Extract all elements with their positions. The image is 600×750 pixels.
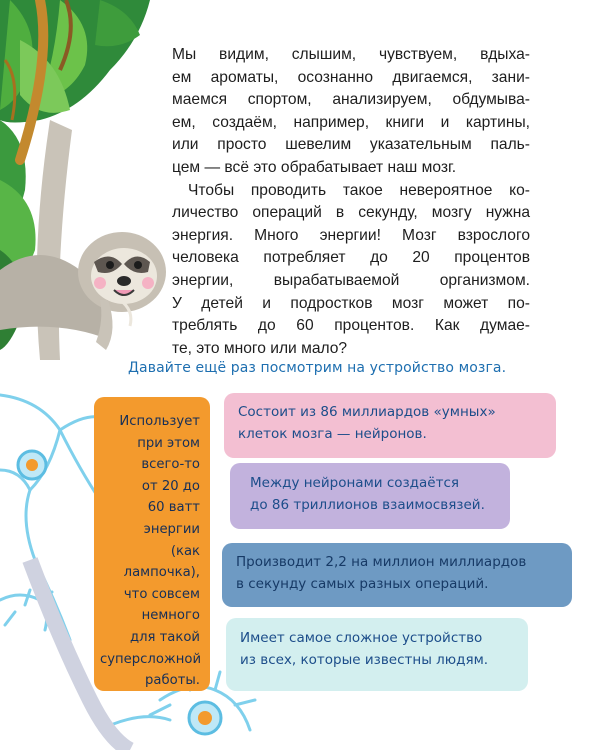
card-line: до 86 триллионов взаимосвязей. xyxy=(250,497,485,513)
card-line: Между нейронами создаётся xyxy=(250,475,459,491)
card-line: в секунду самых разных операций. xyxy=(236,576,489,592)
paragraph-line: треблять до 60 процентов. Как думае- xyxy=(172,317,530,335)
operations-card xyxy=(222,543,572,607)
card-line: Использует xyxy=(119,414,200,429)
card-line: клеток мозга — нейронов. xyxy=(238,426,427,442)
paragraph-line: ем ароматы, осознанно двигаемся, зани- xyxy=(172,68,530,86)
paragraph-line: У детей и подростков мозг может по- xyxy=(172,294,530,312)
card-line: (как лампочка), xyxy=(123,543,200,581)
card-line: что совсем xyxy=(123,586,200,602)
paragraph-line: личество операций в секунду, мозгу нужна xyxy=(172,204,530,222)
card-line: при этом xyxy=(137,435,200,451)
card-line: от 20 до xyxy=(141,478,200,494)
paragraph-line: Мы видим, слышим, чувствуем, вдыха- xyxy=(172,46,530,63)
card-line: немного xyxy=(141,608,200,624)
card-line: из всех, которые известны людям. xyxy=(240,652,489,668)
card-line: работы. xyxy=(145,673,200,689)
paragraph-line: или просто шевелим указательным паль- xyxy=(172,136,530,154)
paragraph-line: те, это много или мало? xyxy=(172,339,348,357)
card-line: 60 ватт xyxy=(147,500,200,516)
card-line: для такой xyxy=(129,629,200,645)
card-line: Производит 2,2 на миллион миллиардов xyxy=(236,554,527,570)
connections-card xyxy=(230,463,510,529)
card-line: суперсложной xyxy=(100,651,202,667)
paragraph-line: цем — всё это обрабатывает наш мозг. xyxy=(172,158,457,176)
paragraph-line: человека потребляет до 20 процентов xyxy=(172,249,530,267)
energy-card xyxy=(94,397,210,691)
paragraph-line: Чтобы проводить такое невероятное ко- xyxy=(188,181,530,199)
paragraph-line: энергии, вырабатываемой организмом. xyxy=(172,271,530,289)
paragraph-line: ем, создаём, например, книги и картины, xyxy=(172,113,530,131)
paragraph-line: маемся спортом, анализируем, обдумыва- xyxy=(172,91,530,109)
structure-card xyxy=(226,618,528,691)
paragraph-line: энергия. Много энергии! Мозг взрослого xyxy=(172,226,530,244)
intro-text xyxy=(172,44,530,360)
neurons-card xyxy=(224,393,556,458)
card-line: всего-то xyxy=(141,457,200,473)
card-line: Имеет самое сложное устройство xyxy=(240,630,483,646)
card-line: Состоит из 86 миллиардов «умных» xyxy=(238,404,496,420)
card-line: энергии xyxy=(143,521,200,537)
section-heading: Давайте ещё раз посмотрим на устройство мозга. xyxy=(128,360,507,376)
